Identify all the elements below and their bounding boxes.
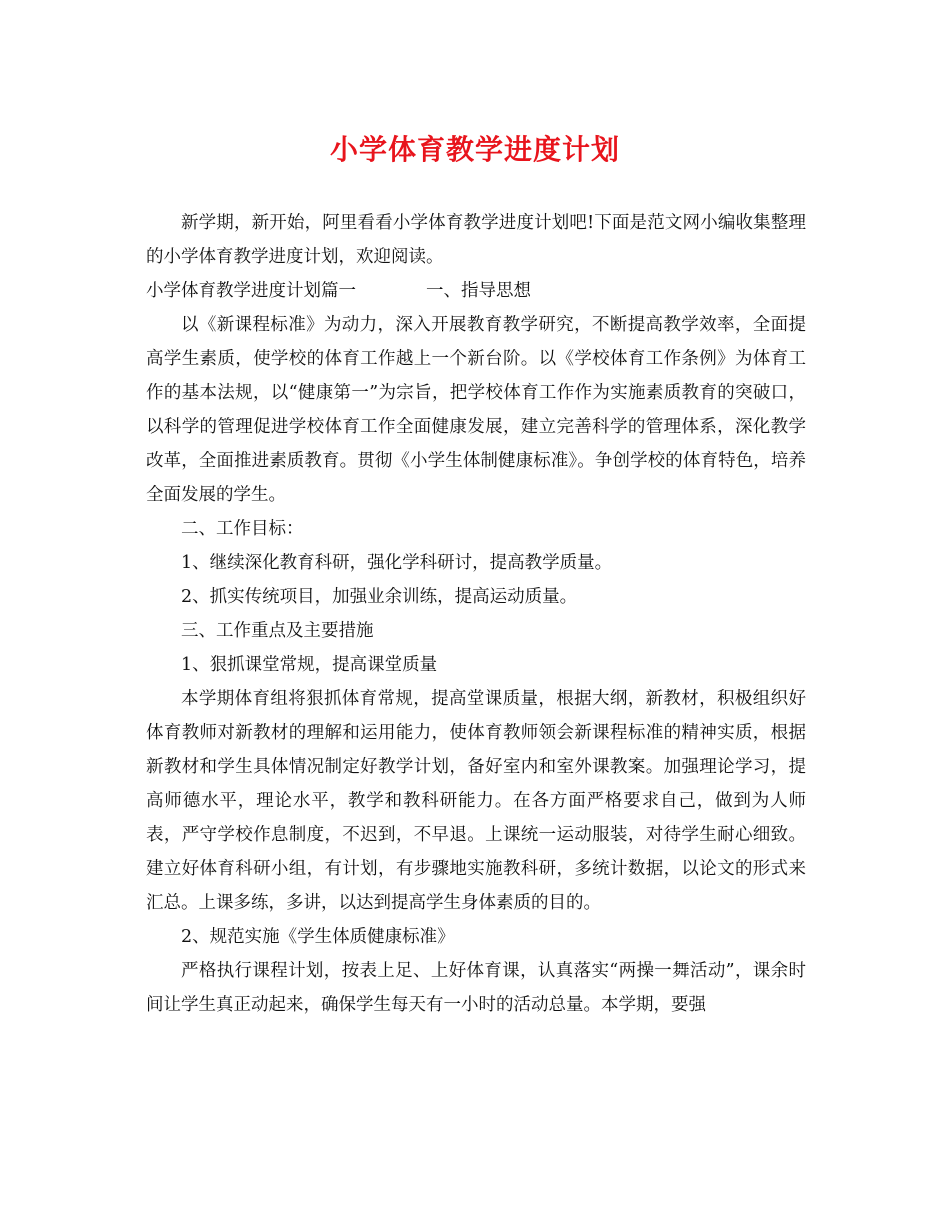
document-body: [146, 206, 806, 1022]
document-title: 小学体育教学进度计划: [329, 133, 620, 166]
intro-paragraph: 新学期，新开始，阿里看看小学体育教学进度计划吧!下面是范文网小编收集整理的小学体育教学进度计划，欢迎阅读。: [146, 213, 806, 267]
paragraph-measure-2: 严格执行课程计划，按表上足、上好体育课，认真落实“两操一舞活动”，课余时间让学生真正动起来，确保学生每天有一小时的活动总量。本学期，要强: [146, 961, 806, 1015]
measure-heading-2: 2、规范实施《学生体质健康标准》: [181, 927, 455, 947]
heading-work-goals: 二、工作目标：: [181, 519, 304, 539]
goal-item-1: 1、继续深化教育科研，强化学科研讨，提高教学质量。: [181, 553, 613, 573]
section-heading: [146, 274, 806, 308]
section-part-label: 小学体育教学进度计划篇一: [146, 281, 356, 301]
heading-key-measures: 三、工作重点及主要措施: [181, 621, 374, 641]
section-sub-label: 一、指导思想: [426, 281, 531, 301]
paragraph-guiding-thought: 以《新课程标准》为动力，深入开展教育教学研究，不断提高教学效率，全面提高学生素质，使学校的体育工作越上一个新台阶。以《学校体育工作条例》为体育工作的基本法规，以“健康第一”为宗旨，把学校体育工作作为实施素质教育的突破口，以科学的管理促进学校体育工作全面健康发展，建立完善科学的管理体系，深化教学改革，全面推进素质教育。贯彻《小学生体制健康标准》。争创学校的体育特色，培养全面发展的学生。: [146, 315, 806, 505]
goal-item-2: 2、抓实传统项目，加强业余训练，提高运动质量。: [181, 587, 578, 607]
measure-heading-1: 1、狠抓课堂常规，提高课堂质量: [181, 655, 438, 675]
paragraph-measure-1: 本学期体育组将狠抓体育常规，提高堂课质量，根据大纲，新教材，积极组织好体育教师对新教材的理解和运用能力，使体育教师领会新课程标准的精神实质，根据新教材和学生具体情况制定好教学计划，备好室内和室外课教案。加强理论学习，提高师德水平，理论水平，教学和教科研能力。在各方面严格要求自己，做到为人师表，严守学校作息制度，不迟到，不早退。上课统一运动服装，对待学生耐心细致。建立好体育科研小组，有计划，有步骤地实施教科研，多统计数据，以论文的形式来汇总。上课多练，多讲，以达到提高学生身体素质的目的。: [146, 689, 806, 913]
